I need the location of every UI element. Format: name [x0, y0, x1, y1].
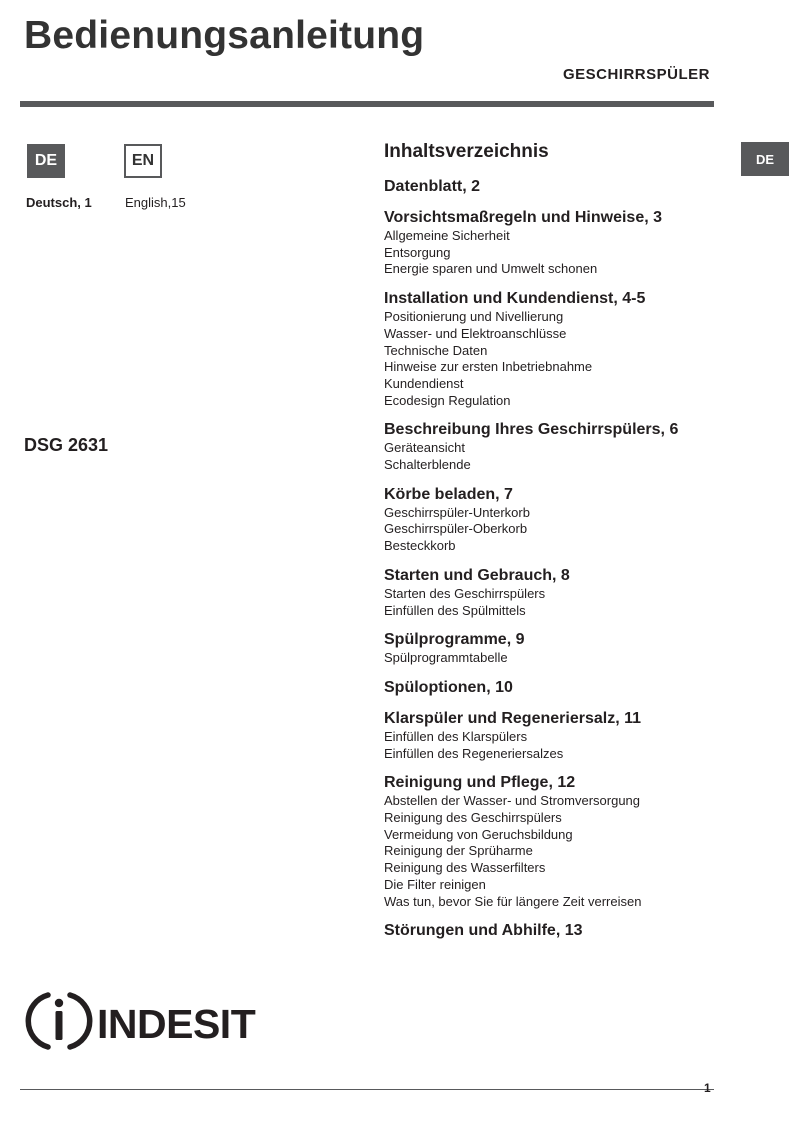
toc-section — [384, 709, 724, 762]
toc-subitem[interactable]: Einfüllen des Spülmittels — [384, 602, 526, 618]
toc-section — [384, 630, 724, 667]
toc-heading[interactable]: Starten und Gebrauch, 8 — [384, 566, 570, 584]
toc-section — [384, 485, 724, 555]
toc-subitem[interactable]: Technische Daten — [384, 342, 488, 358]
language-badge-en[interactable]: EN — [124, 144, 162, 178]
toc-heading[interactable]: Störungen und Abhilfe, 13 — [384, 922, 583, 940]
toc-section — [384, 208, 724, 278]
toc-section — [384, 289, 724, 409]
toc-subitem[interactable]: Vermeidung von Geruchsbildung — [384, 826, 573, 842]
toc-subitem[interactable]: Positionierung und Nivellierung — [384, 309, 564, 325]
toc-subitem[interactable]: Was tun, bevor Sie für längere Zeit verreisen — [384, 893, 642, 909]
header-divider — [20, 101, 714, 107]
language-badge-de[interactable]: DE — [27, 144, 65, 178]
indesit-logo — [24, 986, 264, 1056]
toc-heading[interactable]: Körbe beladen, 7 — [384, 485, 513, 503]
toc-subitem[interactable]: Ecodesign Regulation — [384, 392, 511, 408]
document-title: Bedienungsanleitung — [24, 14, 425, 57]
toc-subitem[interactable]: Einfüllen des Regeneriersalzes — [384, 745, 564, 761]
toc-heading[interactable]: Beschreibung Ihres Geschirrspülers, 6 — [384, 421, 679, 439]
toc-subitem[interactable]: Geräteansicht — [384, 440, 465, 456]
toc-subitem[interactable]: Geschirrspüler-Unterkorb — [384, 504, 530, 520]
table-of-contents — [384, 177, 724, 952]
product-type: GESCHIRRSPÜLER — [562, 66, 710, 83]
toc-heading[interactable]: Spüloptionen, 10 — [384, 678, 513, 696]
toc-title: Inhaltsverzeichnis — [384, 141, 549, 162]
toc-subitem[interactable]: Abstellen der Wasser- und Stromversorgung — [384, 793, 641, 809]
toc-subitem[interactable]: Starten des Geschirrspülers — [384, 585, 546, 601]
logo-text: INDESIT — [97, 1001, 256, 1047]
footer-divider — [20, 1089, 714, 1090]
toc-subitem[interactable]: Reinigung des Wasserfilters — [384, 860, 546, 876]
toc-heading[interactable]: Spülprogramme, 9 — [384, 631, 525, 649]
toc-subitem[interactable]: Die Filter reinigen — [384, 876, 486, 892]
toc-subitem[interactable]: Besteckkorb — [384, 538, 456, 554]
toc-subitem[interactable]: Allgemeine Sicherheit — [384, 228, 510, 243]
toc-section — [384, 678, 724, 698]
toc-subitem[interactable]: Entsorgung — [384, 244, 451, 260]
toc-subitem[interactable]: Energie sparen und Umwelt schonen — [384, 261, 598, 277]
toc-heading[interactable]: Datenblatt, 2 — [384, 178, 481, 195]
toc-section — [384, 566, 724, 619]
toc-heading[interactable]: Reinigung und Pflege, 12 — [384, 774, 576, 792]
language-link-de[interactable]: Deutsch, 1 — [26, 195, 92, 210]
toc-subitem[interactable]: Schalterblende — [384, 457, 471, 473]
toc-subitem[interactable]: Einfüllen des Klarspülers — [384, 728, 528, 744]
language-link-en[interactable]: English,15 — [125, 195, 186, 210]
toc-subitem[interactable]: Geschirrspüler-Oberkorb — [384, 521, 528, 537]
toc-section — [384, 177, 724, 197]
page-number: 1 — [704, 1081, 711, 1095]
toc-heading[interactable]: Installation und Kundendienst, 4-5 — [384, 290, 646, 308]
toc-subitem[interactable]: Hinweise zur ersten Inbetriebnahme — [384, 359, 593, 375]
toc-subitem[interactable]: Reinigung der Sprüharme — [384, 843, 533, 859]
toc-subitem[interactable]: Reinigung des Geschirrspülers — [384, 810, 562, 826]
toc-section — [384, 921, 724, 941]
toc-subitem[interactable]: Kundendienst — [384, 375, 464, 391]
toc-section — [384, 773, 724, 910]
toc-subitem[interactable]: Spülprogrammtabelle — [384, 650, 508, 666]
toc-heading[interactable]: Vorsichtsmaßregeln und Hinweise, 3 — [384, 209, 662, 226]
toc-heading[interactable]: Klarspüler und Regeneriersalz, 11 — [384, 709, 641, 727]
model-number: DSG 2631 — [24, 435, 109, 455]
toc-section — [384, 420, 724, 473]
toc-subitem[interactable]: Wasser- und Elektroanschlüsse — [384, 325, 567, 341]
side-language-tab: DE — [741, 142, 789, 176]
